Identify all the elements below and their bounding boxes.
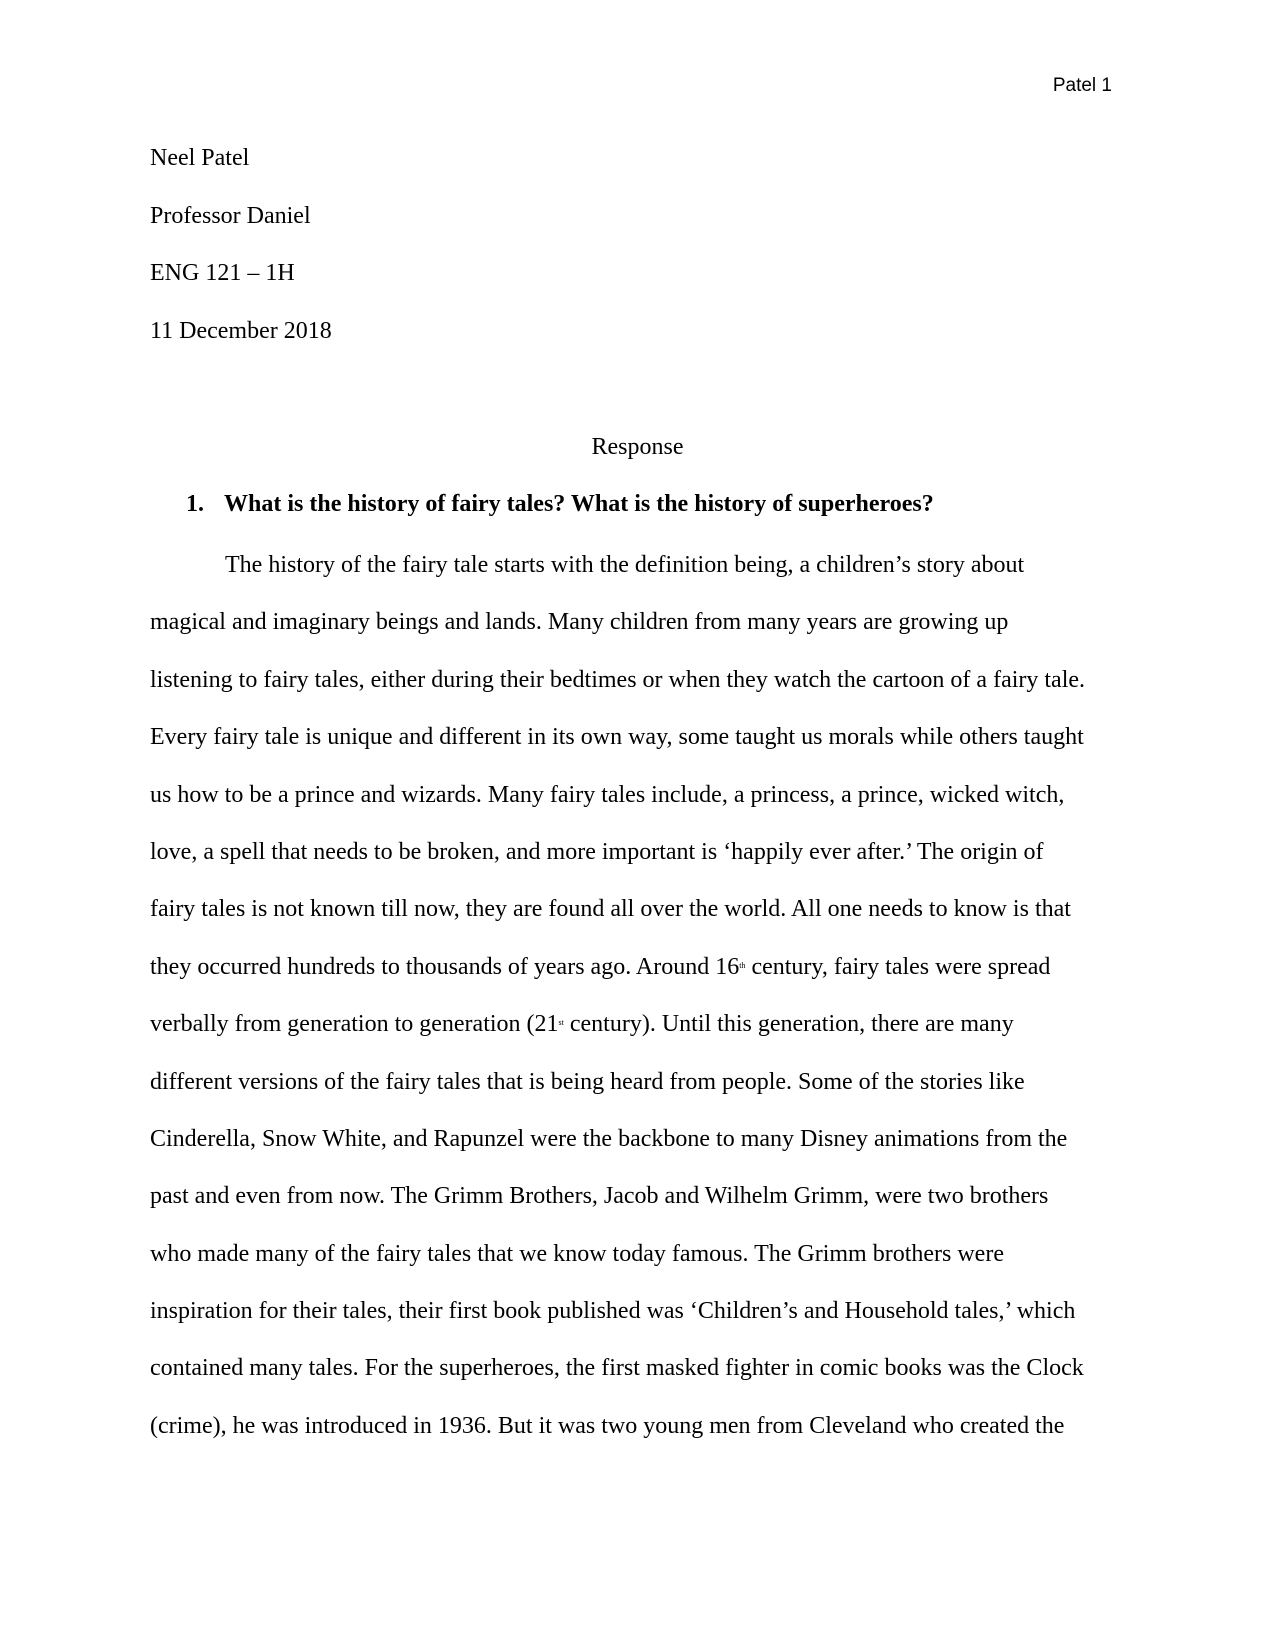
paragraph-line — [150, 1009, 1085, 1066]
paragraph-line: us how to be a prince and wizards. Many fairy tales include, a princess, a prince, wicked witch, — [150, 781, 1065, 808]
superscript-ordinal: th — [739, 960, 746, 970]
question-text: What is the history of fairy tales? What is the history of superheroes? — [224, 491, 934, 517]
mla-heading — [150, 143, 332, 373]
question-number: 1. — [186, 491, 204, 517]
paragraph-line: different versions of the fairy tales that is being heard from people. Some of the stories like — [150, 1068, 1025, 1095]
paragraph-line: Cinderella, Snow White, and Rapunzel were the backbone to many Disney animations from the — [150, 1125, 1068, 1152]
professor-name: Professor Daniel — [150, 202, 311, 229]
paragraph-line: magical and imaginary beings and lands. Many children from many years are growing up — [150, 609, 1009, 636]
date: 11 December 2018 — [150, 317, 332, 344]
page-number: Patel 1 — [1052, 75, 1112, 96]
body-paragraph — [150, 550, 1085, 1468]
paragraph-line: past and even from now. The Grimm Brothers, Jacob and Wilhelm Grimm, were two brothers — [150, 1183, 1049, 1210]
question-heading — [186, 489, 934, 519]
superscript-ordinal: st — [558, 1018, 564, 1028]
line-text: verbally from generation to generation (21 — [150, 1011, 559, 1038]
paragraph-line: fairy tales is not known till now, they are found all over the world. All one needs to know is that — [150, 896, 1071, 923]
line-text: century). Until this generation, there are many — [563, 1011, 1014, 1038]
paragraph-line — [150, 952, 1085, 1009]
paragraph-line: (crime), he was introduced in 1936. But it was two young men from Cleveland who created the — [150, 1412, 1065, 1439]
course-name: ENG 121 – 1H — [150, 260, 295, 286]
line-text: century, fairy tales were spread — [745, 953, 1051, 980]
paragraph-line: contained many tales. For the superheroes, the first masked fighter in comic books was the Clock — [150, 1355, 1084, 1382]
paragraph-line: Every fairy tale is unique and different in its own way, some taught us morals while others taught — [150, 724, 1084, 751]
document-title: Response — [591, 434, 684, 460]
paragraph-line: The history of the fairy tale starts with the definition being, a children’s story about — [225, 552, 1025, 578]
line-text: they occurred hundreds to thousands of years ago. Around 16 — [150, 953, 740, 980]
paragraph-line: inspiration for their tales, their first book published was ‘Children’s and Household tales,’ which — [150, 1298, 1076, 1325]
paragraph-line: love, a spell that needs to be broken, and more important is ‘happily ever after.’ The origin of — [150, 838, 1044, 865]
student-name: Neel Patel — [150, 145, 250, 171]
paragraph-line: listening to fairy tales, either during their bedtimes or when they watch the cartoon of a fairy tale. — [150, 666, 1086, 693]
paragraph-line: who made many of the fairy tales that we know today famous. The Grimm brothers were — [150, 1240, 1004, 1267]
